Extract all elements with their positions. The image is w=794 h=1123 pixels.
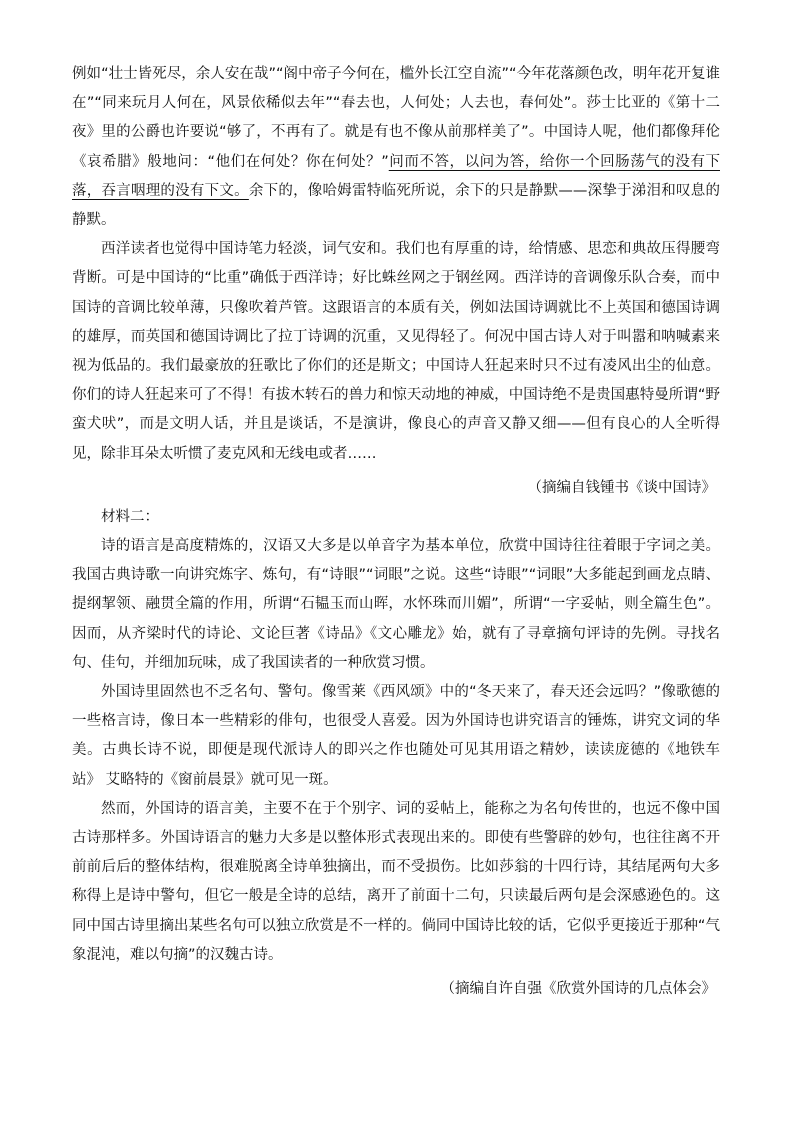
document-page [72, 60, 720, 1004]
source-citation-1: （摘编自钱锺书《谈中国诗》 [527, 479, 716, 496]
paragraph-1 [72, 60, 720, 235]
paragraph-1-underlined-text: 问而不答，以问为答，给你一个回肠荡气的没有下落，吞言咽理的没有下文。 [72, 153, 720, 199]
material-2-heading: 材料二： [101, 508, 159, 525]
paragraph-4: 外国诗里固然也不乏名句、警句。像雪莱《西风颂》中的“冬天来了，春天还会远吗？”像歌德的一些格言诗，像日本一些精彩的俳句，也很受人喜爱。因为外国诗也讲究语言的锤炼，讲究文词的华美。古典长诗不说，即便是现代派诗人的即兴之作也随处可见其用语之精妙，读读庞德的《地铁车站》 艾略特的《窗前晨景》就可见一斑。 [72, 684, 720, 788]
paragraph-2: 西洋读者也觉得中国诗笔力轻淡，词气安和。我们也有厚重的诗，给情感、思恋和典故压得腰弯背断。可是中国诗的“比重”确低于西洋诗；好比蛛丝网之于钢丝网。西洋诗的音调像乐队合奏，而中国诗的音调比较单薄，只像吹着芦管。这跟语言的本质有关，例如法国诗调就比不上英国和德国诗调的雄厚，而英国和德国诗调比了拉丁诗调的沉重，又见得轻了。何况中国古诗人对于叫嚣和呐喊素来视为低品的。我们最豪放的狂歌比了你们的还是斯文；中国诗人狂起来时只不过有凌风出尘的仙意。你们的诗人狂起来可了不得！有拔木转石的兽力和惊天动地的神威，中国诗绝不是贵国惠特曼所谓“野蛮犬吠”，而是文明人话，并且是谈话，不是演讲，像良心的声音又静又细——但有良心的人全听得见，除非耳朵太听惯了麦克风和无线电或者…… [72, 241, 720, 462]
paragraph-5: 然而，外国诗的语言美，主要不在于个别字、词的妥帖上，能称之为名句传世的，也远不像中国古诗那样多。外国诗语言的魅力大多是以整体形式表现出来的。即使有些警辟的妙句，也往往离不开前前后后的整体结构，很难脱离全诗单独摘出，而不受损伤。比如莎翁的十四行诗，其结尾两句大多称得上是诗中警句，但它一般是全诗的总结，离开了前面十二句，只读最后两句是会深感逊色的。这同中国古诗里摘出某些名句可以独立欣赏是不一样的。倘同中国诗比较的话，它似乎更接近于那种“气象混沌，难以句摘”的汉魏古诗。 [72, 800, 720, 963]
paragraph-3: 诗的语言是高度精炼的，汉语又大多是以单音字为基本单位，欣赏中国诗往往着眼于字词之美。我国古典诗歌一向讲究炼字、炼句，有“诗眼”“词眼”之说。这些“诗眼”“词眼”大多能起到画龙点睛、提纲挈领、融贯全篇的作用，所谓“石韫玉而山晖，水怀珠而川媚”，所谓“一字妥帖，则全篇生色”。因而，从齐梁时代的诗论、文论巨著《诗品》《文心雕龙》始，就有了寻章摘句评诗的先例。寻找名句、佳句，并细加玩味，成了我国读者的一种欣赏习惯。 [72, 538, 720, 671]
source-citation-2: （摘编自许自强《欣赏外国诗的几点体会》 [440, 981, 716, 998]
paragraph-1-text-b: 余下的，像哈姆雷特临死所说，余下的只是静默——深挚于涕泪和叹息的静默。 [72, 182, 720, 229]
paragraph-1-text-a: 例如“壮士皆死尽，余人安在哉”“阁中帝子今何在，槛外长江空自流”“今年花落颜色改，明年花开复谁在”“同来玩月人何在，风景依稀似去年”“春去也，人何处；人去也，春何处”。莎士比亚的《第十二夜》里的公爵也许要说“够了，不再有了。就是有也不像从前那样美了”。中国诗人呢，他们都像拜伦《哀希腊》般地问：“他们在何处？你在何处？” [72, 66, 720, 170]
